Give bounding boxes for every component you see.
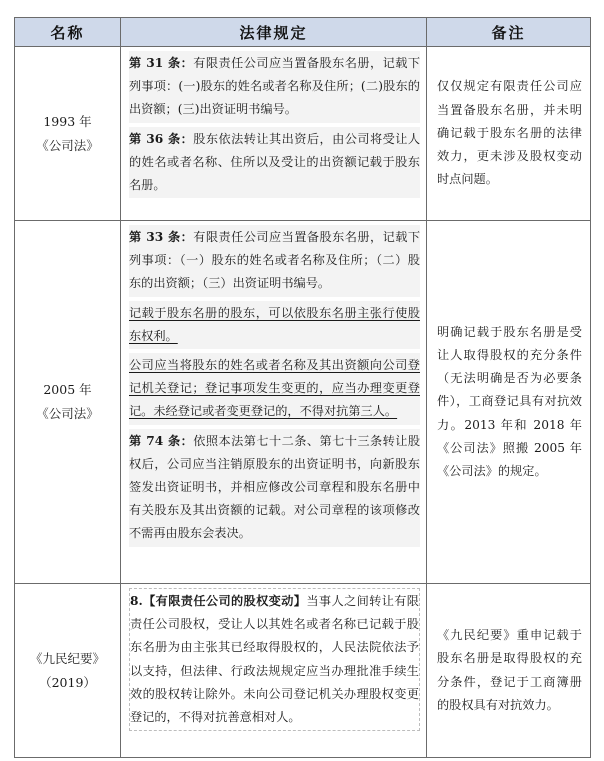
law-article-underlined: 公司应当将股东的姓名或者名称及其出资额向公司登记机关登记；登记事项发生变更的，应当办理变更登记。未经登记或者变更登记的，不得对抗第三人。: [129, 353, 420, 425]
header-row: [15, 18, 591, 47]
row-note: 《九民纪要》重申记载于股东名册是取得股权的充分条件，登记于工商簿册的股权具有对抗效力。: [427, 584, 591, 758]
row-law-cell: [121, 221, 427, 584]
article-text: 有限责任公司应当置备股东名册，记载下列事项：(一)股东的姓名或者名称及住所；(二)股东的出资额；(三)出资证明书编号。: [129, 56, 421, 117]
table-row: [15, 584, 591, 758]
article-text: 有限责任公司应当置备股东名册，记载下列事项：（一）股东的姓名或者名称及住所；（二）股东的出资额；（三）出资证明书编号。: [129, 230, 421, 291]
law-article: [129, 588, 420, 731]
table-row: [15, 47, 591, 221]
header-note: 备注: [427, 18, 591, 47]
header-name: 名称: [15, 18, 121, 47]
article-number: 第 31 条：: [129, 56, 194, 70]
law-article: [129, 51, 420, 123]
row-year: 2005 年: [43, 382, 92, 397]
article-number: 第 36 条：: [129, 131, 194, 146]
row-name: [15, 584, 121, 758]
row-law-title: 《九民纪要》: [29, 650, 105, 666]
comparison-table: [14, 17, 591, 758]
law-article-underlined: 记载于股东名册的股东，可以依股东名册主张行使股东权利。: [129, 301, 420, 349]
law-article: [129, 225, 420, 297]
row-law-title: 《公司法》: [36, 406, 99, 421]
article-number: 第 33 条：: [129, 230, 194, 244]
header-law: 法律规定: [121, 18, 427, 47]
law-article: [129, 429, 420, 547]
row-year: （2019）: [39, 674, 96, 690]
article-number: 8.【有限责任公司的股权变动】: [130, 594, 307, 608]
article-number: 第 74 条：: [129, 433, 194, 448]
row-note: 明确记载于股东名册是受让人取得股权的充分条件（无法明确是否为必要条件），工商登记具有对抗效力。2013 年和 2018 年《公司法》照搬 2005 年《公司法》的规定。: [427, 221, 591, 584]
row-name: [15, 47, 121, 221]
article-text: 当事人之间转让有限责任公司股权，受让人以其姓名或者名称已记载于股东名册为由主张其已经取得股权的，人民法院依法予以支持，但法律、行政法规规定应当办理批准手续生效的股权转让除外。未向公司登记机关办理股权变更登记的，不得对抗善意相对人。: [130, 594, 419, 725]
comparison-table-wrapper: [14, 17, 590, 758]
row-law-title: 《公司法》: [36, 137, 99, 153]
row-note: 仅仅规定有限责任公司应当置备股东名册，并未明确记载于股东名册的法律效力，更未涉及股权变动时点问题。: [427, 47, 591, 221]
row-name: [15, 221, 121, 584]
law-article: [129, 127, 420, 199]
article-text: 依照本法第七十二条、第七十三条转让股权后，公司应当注销原股东的出资证明书，向新股东签发出资证明书，并相应修改公司章程和股东名册中有关股东及其出资额的记载。对公司章程的该项修改不需再由股东会表决。: [129, 433, 421, 541]
row-year: 1993 年: [43, 113, 92, 129]
article-text: 股东依法转让其出资后，由公司将受让人的姓名或者名称、住所以及受让的出资额记载于股东名册。: [129, 131, 421, 193]
table-row: [15, 221, 591, 584]
row-law-cell: [121, 584, 427, 758]
row-law-cell: [121, 47, 427, 221]
